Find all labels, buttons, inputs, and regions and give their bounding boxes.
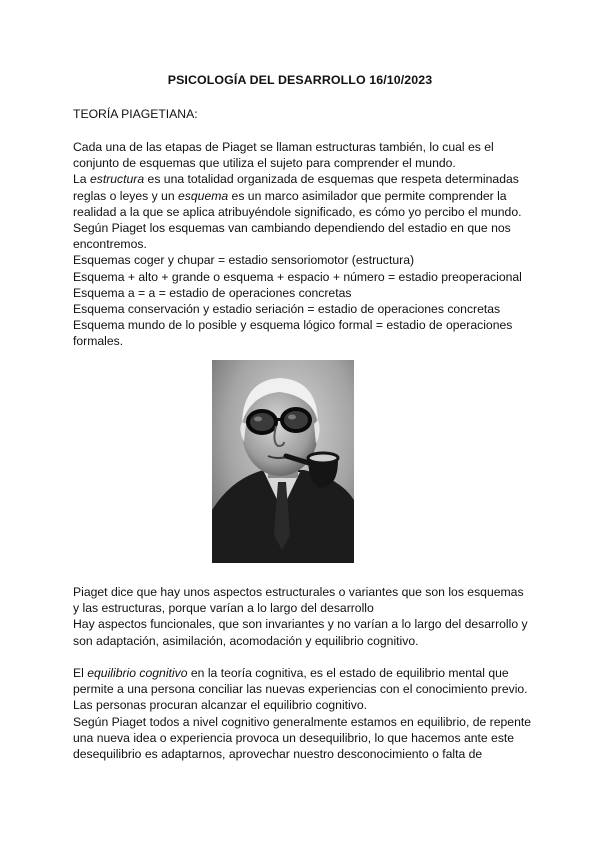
text-line: Hay aspectos funcionales, que son invariantes y no varían a lo largo del desarrollo y bbox=[73, 617, 528, 632]
text-span: El bbox=[73, 666, 88, 680]
text-line bbox=[73, 188, 533, 204]
text-line: Según Piaget todos a nivel cognitivo generalmente estamos en equilibrio, de repente bbox=[73, 714, 532, 729]
paragraph-aspects bbox=[73, 584, 533, 649]
emphasis-estructura: estructura bbox=[89, 172, 145, 187]
text-span: es una totalidad organizada de esquemas que respeta determinadas bbox=[144, 172, 519, 187]
emphasis-esquema: esquema bbox=[178, 188, 229, 203]
text-line: y las estructuras, porque varían a lo largo del desarrollo bbox=[73, 601, 374, 616]
text-line: Esquema a = a = estadio de operaciones concretas bbox=[73, 285, 352, 300]
text-line: Esquema mundo de lo posible y esquema lógico formal = estadio de operaciones bbox=[73, 318, 513, 333]
text-span: es un marco asimilador que permite comprender la bbox=[228, 188, 507, 203]
section-heading: TEORÍA PIAGETIANA: bbox=[73, 107, 198, 121]
text-line: conjunto de esquemas que utiliza el sujeto para comprender el mundo. bbox=[73, 156, 456, 171]
text-span: reglas o leyes y un bbox=[73, 188, 179, 203]
text-line bbox=[73, 665, 533, 681]
text-line: formales. bbox=[73, 334, 124, 349]
paragraph-structures bbox=[73, 139, 533, 350]
text-line: encontremos. bbox=[73, 237, 147, 252]
piaget-portrait-photo bbox=[212, 360, 354, 563]
text-line: permite a una persona conciliar las nuevas experiencias con el conocimiento previo. bbox=[73, 682, 528, 697]
text-line: Según Piaget los esquemas van cambiando dependiendo del estadio en que nos bbox=[73, 221, 511, 236]
text-line: una nueva idea o experiencia provoca un desequilibrio, lo que hacemos ante este bbox=[73, 730, 515, 745]
paragraph-equilibrium bbox=[73, 665, 533, 762]
document-title: PSICOLOGÍA DEL DESARROLLO 16/10/2023 bbox=[167, 73, 433, 87]
text-line: son adaptación, asimilación, acomodación y equilibrio cognitivo. bbox=[73, 633, 419, 648]
portrait-photo-icon bbox=[212, 360, 354, 563]
text-line: Las personas procuran alcanzar el equilibrio cognitivo. bbox=[73, 698, 368, 713]
text-line: desequilibrio es adaptarnos, aprovechar nuestro desconocimiento o falta de bbox=[73, 747, 483, 762]
text-span: La bbox=[73, 172, 90, 187]
text-line bbox=[73, 171, 533, 187]
text-line: Esquemas coger y chupar = estadio sensoriomotor (estructura) bbox=[73, 253, 415, 268]
text-line: realidad a la que se aplica atribuyéndole significado, es cómo yo percibo el mundo. bbox=[73, 204, 522, 219]
text-span: en la teoría cognitiva, es el estado de equilibrio mental que bbox=[187, 666, 509, 680]
text-line: Esquema conservación y estadio seriación = estadio de operaciones concretas bbox=[73, 302, 501, 317]
text-line: Esquema + alto + grande o esquema + espacio + número = estadio preoperacional bbox=[73, 269, 522, 284]
emphasis-equilibrio-cognitivo: equilibrio cognitivo bbox=[87, 666, 188, 680]
text-line: Cada una de las etapas de Piaget se llaman estructuras también, lo cual es el bbox=[73, 140, 494, 154]
text-line: Piaget dice que hay unos aspectos estructurales o variantes que son los esquemas bbox=[73, 585, 524, 599]
